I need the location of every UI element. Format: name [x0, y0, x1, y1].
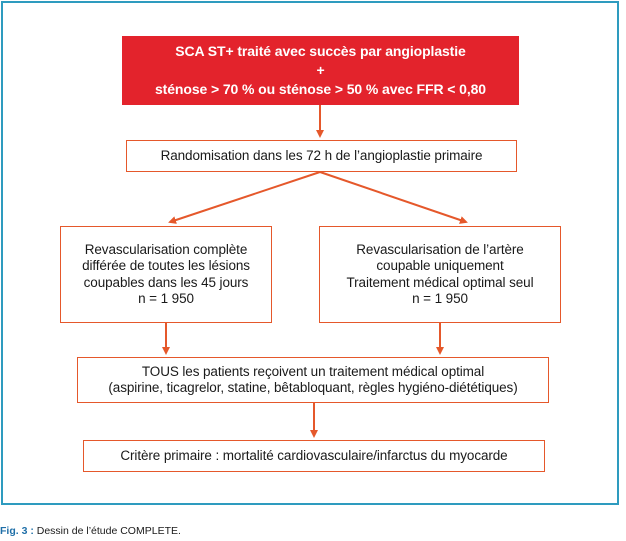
left-arm-count: n = 1 950: [138, 291, 194, 306]
all-patients-line-2: (aspirine, ticagrelor, statine, bêtabloquant, règles hygiéno-diététiques): [108, 380, 518, 395]
randomisation-box: [126, 140, 517, 172]
left-arm-line-2: différée de toutes les lésions: [82, 258, 250, 273]
right-arm-count: n = 1 950: [412, 291, 468, 306]
inclusion-criteria-box: [122, 36, 519, 105]
primary-endpoint-box: [83, 440, 545, 472]
culprit-only-box: [319, 226, 561, 323]
caption-label: Fig. 3 :: [0, 525, 34, 537]
inclusion-line-3: sténose > 70 % ou sténose > 50 % avec FFR < 0,80: [155, 81, 486, 97]
inclusion-line-1: SCA ST+ traité avec succès par angioplastie: [175, 43, 466, 59]
inclusion-plus: +: [316, 62, 325, 78]
figure-caption: [0, 525, 181, 538]
left-arm-line-3: coupables dans les 45 jours: [83, 274, 249, 290]
right-arm-line-3: Traitement médical optimal seul: [346, 274, 534, 290]
caption-text: Dessin de l’étude COMPLETE.: [33, 525, 181, 537]
optimal-medical-treatment-box: [77, 357, 549, 403]
primary-endpoint-text: Critère primaire : mortalité cardiovasculaire/infarctus du myocarde: [120, 447, 508, 463]
right-arm-line-1: Revascularisation de l’artère: [356, 241, 524, 257]
complete-revascularisation-box: [60, 226, 272, 323]
all-patients-line-1: TOUS les patients reçoivent un traitement médical optimal: [141, 363, 485, 379]
right-arm-line-2: coupable uniquement: [376, 258, 504, 273]
left-arm-line-1: Revascularisation complète: [84, 241, 248, 257]
randomisation-text: Randomisation dans les 72 h de l’angioplastie primaire: [160, 147, 483, 163]
